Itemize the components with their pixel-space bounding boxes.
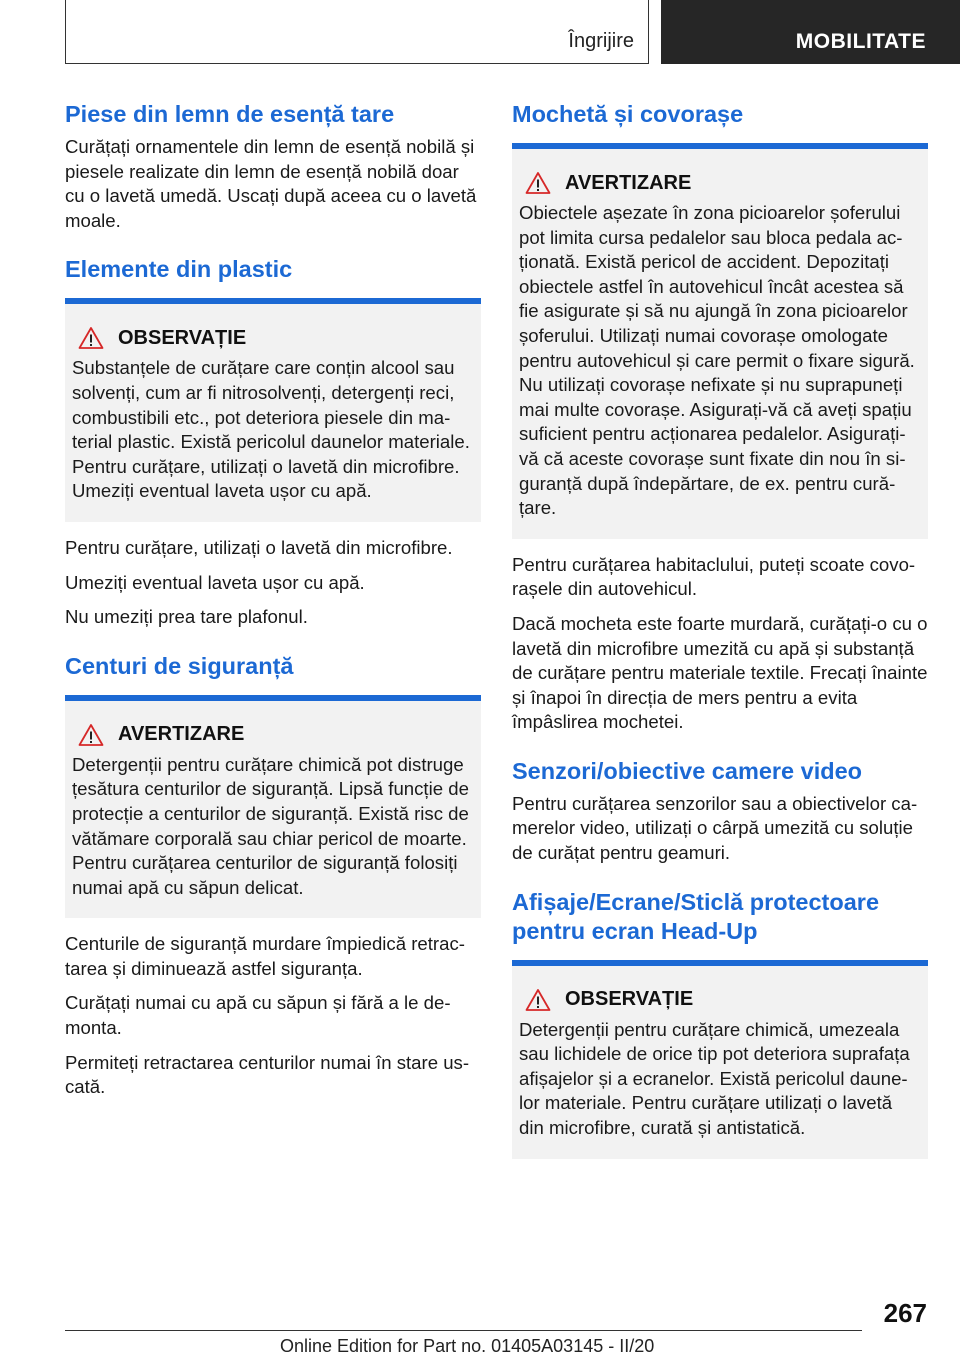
- heading-wood: Piese din lemn de esență tare: [65, 101, 395, 127]
- page-number: 267: [883, 1298, 927, 1328]
- notice-text: Detergenții pentru curățare chimică pot distruge țesătura centurilor de siguranță. Lipsă funcție de protecție a centurilor de siguranță. Există risc de vătămare corporală sau chiar pericol de moarte. Pentru curățarea centurilor de siguranță folosiți numai apă cu săpun delicat.: [72, 753, 469, 898]
- heading-carpet: Mochetă și covorașe: [512, 101, 744, 127]
- footer-divider: [65, 1330, 862, 1331]
- notice-text: Obiectele așezate în zona picioarelor șoferului pot limita cursa pedalelor sau bloca pedala acționată. Există pericol de accident. Depozitați obiectele astfel în autovehicul încât acestea să fie asigurate și să nu ajungă în zona picioarelor șoferului. Utilizați numai covorașe omologate pentru autovehicul și care permit o fixare sigură. Nu utilizați covorașe nefixate și nu suprapuneți mai multe covorașe. Asigurați-vă că aveți spațiu suficient pentru acționarea pedalelor. Asigurați-vă că aceste covorașe sunt fixate din nou în siguranță după îndepărtare, de ex. pentru curățare.: [519, 202, 915, 519]
- heading-belts: Centuri de siguranță: [65, 652, 294, 679]
- heading-displays: Afișaje/Ecrane/Sticlă protectoare pentru ecran Head-Up: [512, 888, 880, 944]
- paragraph-carpet-1: Pentru curățarea habitaclului, puteți scoate covorașele din autovehicul.: [512, 553, 916, 600]
- warning-triangle-icon: [525, 171, 551, 195]
- notice-box-carpet: [512, 143, 928, 539]
- heading-plastic: Elemente din plastic: [65, 256, 293, 283]
- paragraph-plastic-1: Pentru curățare, utilizați o lavetă din microfibre.: [65, 536, 453, 558]
- left-column: [65, 100, 481, 1110]
- warning-triangle-icon: [78, 326, 104, 350]
- paragraph-belts-3: Permiteți retractarea centurilor numai în stare uscată.: [65, 1051, 470, 1098]
- paragraph-sensors: Pentru curățarea senzorilor sau a obiectivelor camerelor video, utilizați o cârpă umezită cu soluție de curățat pentru geamuri.: [512, 792, 918, 864]
- paragraph-plastic-2: Umeziți eventual laveta ușor cu apă.: [65, 571, 365, 593]
- header-chapter-box: [661, 0, 960, 64]
- paragraph-carpet-2: Dacă mocheta este foarte murdară, curățați-o cu o lavetă din microfibre umezită cu apă și substanță de curățare pentru materiale textile. Frecați înainte și înapoi în direcția de mers pentru a evita împâslirea mochetei.: [512, 612, 928, 733]
- warning-triangle-icon: [525, 988, 551, 1012]
- right-column: [512, 100, 928, 1173]
- header-section-title: Îngrijire: [568, 30, 634, 52]
- paragraph-belts-2: Curățați numai cu apă cu săpun și fără a le demonta.: [65, 992, 451, 1039]
- paragraph-belts-1: Centurile de siguranță murdare împiedică retractarea și diminuează astfel siguranța.: [65, 933, 465, 979]
- footer-edition: Online Edition for Part no. 01405A03145 - II/20: [280, 1336, 655, 1356]
- notice-box-belts: [65, 695, 481, 919]
- notice-box-displays: [512, 960, 928, 1159]
- notice-box-plastic: [65, 298, 481, 522]
- notice-title: AVERTIZARE: [118, 723, 245, 746]
- notice-text: Detergenții pentru curățare chimică, umezeala sau lichidele de orice tip pot deteriora suprafața afișajelor și a ecranelor. Există pericolul daunelor materiale. Pentru curățare utilizați o lavetă din microfibre, curată și antistatică.: [519, 1018, 910, 1139]
- header-chapter-title: MOBILITATE: [795, 30, 926, 53]
- paragraph-wood: Curățați ornamentele din lemn de esență nobilă și piesele realizate din lemn de esență nobilă doar cu o lavetă umedă. Uscați după aceea cu o lavetă moale.: [65, 136, 477, 231]
- heading-sensors: Senzori/obiective camere video: [512, 757, 863, 784]
- warning-triangle-icon: [78, 723, 104, 747]
- header-section-box: [65, 0, 649, 64]
- notice-text: Substanțele de curățare care conțin alcool sau solvenți, cum ar fi nitrosolvenți, detergenți reci, combustibili etc., pot deteriora piesele din material plastic. Există pericolul daunelor materiale. Pentru curățare, utilizați o lavetă din microfibre. Umeziți eventual laveta ușor cu apă.: [72, 357, 470, 502]
- notice-title: AVERTIZARE: [565, 171, 692, 194]
- notice-title: OBSERVAȚIE: [565, 988, 694, 1011]
- paragraph-plastic-3: Nu umeziți prea tare plafonul.: [65, 606, 308, 628]
- notice-title: OBSERVAȚIE: [118, 326, 247, 349]
